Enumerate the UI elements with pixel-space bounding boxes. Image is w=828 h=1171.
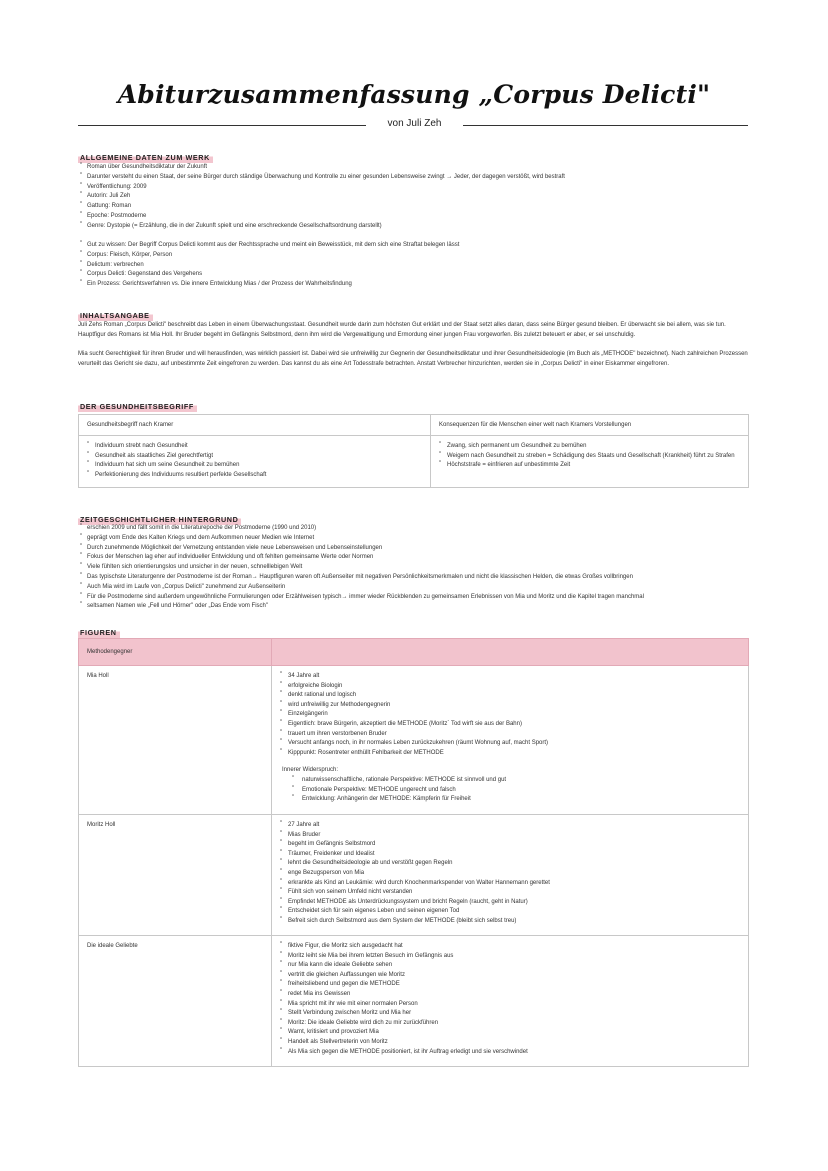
figures-table [78, 638, 749, 1067]
section-heading-summary: INHALTSANGABE [78, 311, 153, 321]
list-item: ˚ Gesundheit als staatliches Ziel gerechtfertigt [87, 452, 422, 462]
list-item: ˚ Versucht anfangs noch, in ihr normales Leben zurückzukehren (räumt Wohnung auf, macht Sport) [280, 739, 740, 749]
figure-details-ideal-lover [272, 936, 749, 1067]
list-item: ˚ Fühlt sich von seinem Umfeld nicht verstanden [280, 888, 740, 898]
list-item: ˚ Weigern nach Gesundheit zu streben = Schädigung des Staats und Gesellschaft (Krankheit) führt zu Strafen [439, 452, 740, 462]
figures-group-label: Methodengegner [79, 639, 272, 666]
list-item: ˚ Handelt als Stellvertreterin von Moritz [280, 1038, 740, 1048]
list-item: ˚ Auch Mia wird im Laufe von „Corpus Delicti" zunehmend zur Außenseiterin [78, 583, 758, 593]
list-item: ˚ Corpus Delicti: Gegenstand des Vergehens [78, 270, 758, 280]
list-item: ˚ erfolgreiche Biologin [280, 682, 740, 692]
health-col1-header: Gesundheitsbegriff nach Kramer [79, 415, 431, 436]
list-item: ˚ Gut zu wissen: Der Begriff Corpus Delicti kommt aus der Rechtssprache und meint ein Beweisstück, mit dem sich eine Straftat belegen lässt [78, 241, 758, 251]
list-item: ˚ Für die Postmoderne sind außerdem ungewöhnliche Formulierungen oder Erzählweisen typisch→ immer wieder Rückblenden zu gemeinsamen Erlebnissen von Mia und Moritz und die Kapitel tragen manchmal [78, 593, 758, 603]
list-item: ˚ vertritt die gleichen Auffassungen wie Moritz [280, 971, 740, 981]
list-item: ˚ Stellt Verbindung zwischen Moritz und Mia her [280, 1009, 740, 1019]
list-item: ˚ Veröffentlichung: 2009 [78, 183, 758, 193]
section-heading-health: DER GESUNDHEITSBEGRIFF [78, 402, 197, 412]
subtitle-row [78, 118, 748, 132]
list-item: ˚ Entwicklung: Anhängerin der METHODE: Kämpferin für Freiheit [280, 795, 740, 805]
good-to-know-list [78, 241, 758, 290]
list-item: ˚ nur Mia kann die ideale Geliebte sehen [280, 961, 740, 971]
list-item: ˚ Eigentlich: brave Bürgerin, akzeptiert die METHODE (Moritz´ Tod wirft sie aus der Bahn) [280, 720, 740, 730]
list-item: ˚ Warnt, kritisiert und provoziert Mia [280, 1028, 740, 1038]
list-item: ˚ Epoche: Postmoderne [78, 212, 758, 222]
list-item: ˚ denkt rational und logisch [280, 691, 740, 701]
health-table [78, 414, 749, 488]
list-item: ˚ Fokus der Menschen lag eher auf individueller Entwicklung und oft fehlten gemeinsame Werte oder Normen [78, 553, 758, 563]
list-item: ˚ Perfektionierung des Individuums resultiert perfekte Gesellschaft [87, 471, 422, 481]
list-item: ˚ wird unfreiwillig zur Methodengegnerin [280, 701, 740, 711]
list-item: ˚ Moritz leiht sie Mia bei ihrem letzten Besuch im Gefängnis aus [280, 952, 740, 962]
list-item: ˚ Höchststrafe = einfrieren auf unbestimmte Zeit [439, 461, 740, 471]
section-heading-history: ZEITGESCHICHTLICHER HINTERGRUND [78, 515, 241, 525]
document-title: Abiturzusammenfassung „Corpus Delicti" [117, 80, 711, 109]
divider-right [463, 125, 748, 126]
subtitle: von Juli Zeh [387, 118, 442, 129]
figure-details-moritz [272, 815, 749, 936]
list-item: ˚ Durch zunehmende Möglichkeit der Vernetzung entstanden viele neue Lebensweisen und Lebenseinstellungen [78, 544, 758, 554]
list-item: ˚ Das typischste Literaturgenre der Postmoderne ist der Roman→ Hauptfiguren waren oft Außenseiter mit negativen Persönlichkeitsmerkmalen und nicht die klassischen Helden, die etwas Großes vollbringen [78, 573, 758, 583]
list-item: ˚ Individuum strebt nach Gesundheit [87, 442, 422, 452]
list-item: ˚ redet Mia ins Gewissen [280, 990, 740, 1000]
list-item: ˚ Gattung: Roman [78, 202, 758, 212]
list-item: ˚ Darunter versteht du einen Staat, der seine Bürger durch ständige Überwachung und Kontrolle zu einer gesunden Lebensweise zwingt → Jeder, der dagegen verstößt, wird bestraft [78, 173, 758, 183]
summary-paragraph-2: Mia sucht Gerechtigkeit für ihren Bruder und will herausfinden, was wirklich passiert ist. Dabei wird sie unfreiwillig zur Gegnerin der Gesundheitsdiktatur und ihrer Gesundheitsideologie (im Buch als „METHODE" bezeichnet). Nach zahlreichen Prozessen verurteilt das Gericht sie dazu, auf unbestimmte Zeit eingefroren zu werden. Das kannst du als eine Art Todesstrafe betrachten. Anstatt Verbrecher hinzurichten, werden sie in „Corpus Delicti" in einer Eiskammer eingefroren. [78, 351, 748, 367]
section-heading-general: ALLGEMEINE DATEN ZUM WERK [78, 153, 213, 163]
list-item: ˚ Als Mia sich gegen die METHODE positioniert, ist ihr Auftrag erledigt und sie verschwindet [280, 1048, 740, 1058]
list-item: ˚ Roman über Gesundheitsdiktatur der Zukunft [78, 163, 758, 173]
health-col2-header: Konsequenzen für die Menschen einer welt nach Kramers Vorstellungen [431, 415, 749, 436]
list-item: ˚ begeht im Gefängnis Selbstmord [280, 840, 740, 850]
list-item: ˚ Delictum: verbrechen [78, 261, 758, 271]
list-item: ˚ 27 Jahre alt [280, 821, 740, 831]
list-item: ˚ enge Bezugsperson von Mia [280, 869, 740, 879]
list-item: ˚ erschien 2009 und fällt somit in die Literaturepoche der Postmoderne (1990 und 2010) [78, 524, 758, 534]
list-item: ˚ Einzelgängerin [280, 710, 740, 720]
list-item: ˚ Autorin: Juli Zeh [78, 192, 758, 202]
list-item: ˚ naturwissenschaftliche, rationale Perspektive: METHODE ist sinnvoll und gut [280, 776, 740, 786]
health-col1-cell [79, 436, 431, 488]
health-col2-cell [431, 436, 749, 488]
figure-name-ideal-lover: Die ideale Geliebte [79, 936, 272, 1067]
list-item: ˚ Mia spricht mit ihr wie mit einer normalen Person [280, 1000, 740, 1010]
list-item: ˚ erkrankte als Kind an Leukämie: wird durch Knochenmarkspender von Walter Hannemann gerettet [280, 879, 740, 889]
inner-conflict-heading: Innerer Widerspruch: [282, 767, 339, 774]
divider-left [78, 125, 366, 126]
history-list [78, 524, 758, 612]
list-item: ˚ Individuum hat sich um seine Gesundheit zu bemühen [87, 461, 422, 471]
list-item: ˚ Genre: Dystopie (= Erzählung, die in der Zukunft spielt und eine erschreckende Gesellschaftsordnung darstellt) [78, 222, 758, 232]
list-item-continued: ˚ seltsamen Namen wie „Fell und Hörner" oder „Das Ende vom Fisch" [78, 602, 758, 612]
list-item: ˚ Entscheidet sich für sein eigenes Leben und seinen eigenen Tod [280, 907, 740, 917]
figures-group-empty [272, 639, 749, 666]
list-item: ˚ Empfindet METHODE als Unterdrückungssystem und bricht Regeln (raucht, geht in Natur) [280, 898, 740, 908]
list-item: ˚ fiktive Figur, die Moritz sich ausgedacht hat [280, 942, 740, 952]
figure-details-mia [272, 666, 749, 815]
list-item: ˚ Mias Bruder [280, 831, 740, 841]
list-item: ˚ trauert um ihren verstorbenen Bruder [280, 730, 740, 740]
figure-name-mia: Mia Holl [79, 666, 272, 815]
list-item: ˚ freiheitsliebend und gegen die METHODE [280, 980, 740, 990]
list-item: ˚ Kipppunkt: Rosentreter enthüllt Fehlbarkeit der METHODE [280, 749, 740, 759]
figure-name-moritz: Moritz Holl [79, 815, 272, 936]
list-item: ˚ Viele fühlten sich orientierungslos und unsicher in der neuen, schnelllebigen Welt [78, 563, 758, 573]
list-item: ˚ Moritz: Die ideale Geliebte wird dich zu mir zurückführen [280, 1019, 740, 1029]
list-item: ˚ Träumer, Freidenker und Idealist [280, 850, 740, 860]
list-item: ˚ Ein Prozess: Gerichtsverfahren vs. Die innere Entwicklung Mias / der Prozess der Wahrheitsfindung [78, 280, 758, 290]
section-heading-figures: FIGUREN [78, 628, 120, 638]
list-item: ˚ 34 Jahre alt [280, 672, 740, 682]
list-item: ˚ Emotionale Perspektive: METHODE ungerecht und falsch [280, 786, 740, 796]
list-item: ˚ Corpus: Fleisch, Körper, Person [78, 251, 758, 261]
general-list [78, 163, 758, 232]
list-item: ˚ lehnt die Gesundheitsideologie ab und verstößt gegen Regeln [280, 859, 740, 869]
list-item: ˚ geprägt vom Ende des Kalten Kriegs und dem Aufkommen neuer Medien wie Internet [78, 534, 758, 544]
list-item: ˚ Befreit sich durch Selbstmord aus dem System der METHODE (bleibt sich selbst treu) [280, 917, 740, 927]
list-item: ˚ Zwang, sich permanent um Gesundheit zu bemühen [439, 442, 740, 452]
summary-paragraph-1: Juli Zehs Roman „Corpus Delicti" beschreibt das Leben in einem Überwachungsstaat. Gesundheit wurde darin zum höchsten Gut erklärt und der Staat setzt alles daran, dass seine Bürger gesund bleiben. Er überwacht sie bei allem, was sie tun. Hauptfigur des Romans ist Mia Holl. Ihr Bruder begeht im Gefängnis Selbstmord, denn ihm wird die Vergewaltigung und Ermordung einer jungen Frau vorgeworfen. Bis zuletzt beteuert er aber, er sei unschuldig. [78, 322, 726, 338]
